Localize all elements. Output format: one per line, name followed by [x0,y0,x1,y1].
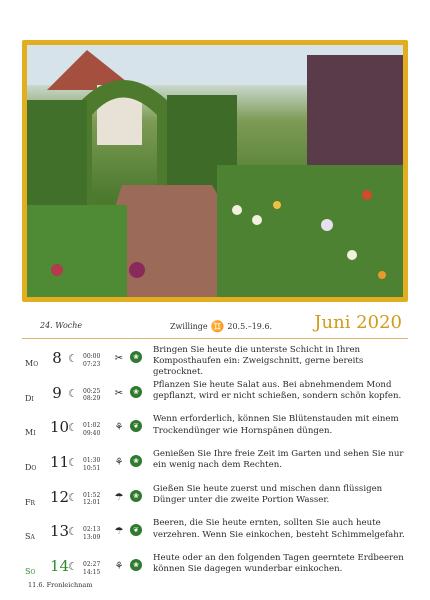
moon-times: 02:27 14:15 [83,561,101,576]
garden-photo [27,45,403,297]
day-row [22,344,408,379]
moon-times: 00:25 08:29 [83,387,101,403]
day-list [22,344,408,587]
gemini-icon: ♊ [210,320,225,333]
waning-moon-icon: ☾ [68,490,78,504]
moon-times: 01:52 12:01 [83,491,101,507]
flower-badge-icon: ❀ [130,455,142,467]
day-number: 9 [52,383,62,402]
waning-moon-icon: ☾ [68,386,78,400]
header-divider [22,338,408,339]
gardening-task-icon: ✂ [114,353,124,364]
moon-times: 01:30 10:51 [83,457,101,472]
weekday-abbr: Sa [25,532,35,542]
weekday-abbr: Fr [25,497,36,507]
flower-badge-icon: ❀ [130,490,142,502]
zodiac-sign-label: Zwillinge [170,322,208,331]
waning-moon-icon: ☾ [68,421,78,435]
waning-moon-icon: ☾ [68,456,78,470]
flower-badge-icon: ❦ [130,524,142,536]
day-tip: Bringen Sie heute die unterste Schicht in Ihren Komposthaufen ein: Zweigschnitt, gerne bereits getrocknet. [153,345,364,378]
flower-badge-icon: ❀ [130,351,142,363]
gardening-task-icon: ☂ [114,526,124,538]
calendar-header [22,312,408,338]
day-tip: Genießen Sie Ihre freie Zeit im Garten und sehen Sie nur ein wenig nach dem Rechten. [153,449,404,471]
day-row [22,448,408,483]
flower-badge-icon: ❀ [130,386,142,398]
day-number: 13 [50,522,70,541]
moon-times: 00:00 07:23 [83,353,101,368]
gardening-task-icon: ⚘ [114,457,124,469]
day-tip: Pflanzen Sie heute Salat aus. Bei abnehmendem Mond gepflanzt, wird er nicht schießen, sondern schön kopfen. [153,379,402,401]
day-number: 10 [50,418,70,437]
day-tip: Gießen Sie heute zuerst und mischen dann flüssigen Dünger unter die zweite Portion Wasser. [153,483,383,505]
zodiac-info [170,320,272,333]
strawberry-badge-icon: ❀ [130,559,142,571]
moon-times: 01:02 09:40 [83,422,101,437]
day-number: 14 [50,557,70,576]
day-row [22,379,408,414]
gardening-task-icon: ⚘ [114,422,124,434]
photo-frame [22,40,408,302]
day-tip: Heute oder an den folgenden Tagen geerntete Erdbeeren können Sie dagegen wunderbar einkochen. [153,553,404,575]
moon-times: 02:13 13:09 [83,526,101,541]
waning-moon-icon: ☾ [68,352,78,365]
weekday-abbr: Di [25,393,34,403]
gardening-task-icon: ⚘ [114,561,124,573]
weekday-abbr: Do [25,463,37,473]
day-row [22,413,408,448]
day-tip: Wenn erforderlich, können Sie Blütenstauden mit einem Trockendünger wie Hornspänen düngen. [153,414,399,436]
weekday-abbr: Mi [25,428,36,438]
flower-badge-icon: ❦ [130,420,142,432]
day-row [22,483,408,518]
day-tip: Beeren, die Sie heute ernten, sollten Sie auch heute verzehren. Wenn Sie einkochen, besteht Schimmelgefahr. [153,518,405,540]
day-number: 12 [50,487,70,506]
weekday-abbr: So [25,567,36,577]
weekday-abbr: Mo [25,359,39,368]
waning-moon-icon: ☾ [68,560,78,574]
garden-illustration [27,45,403,297]
holiday-note: 11.6. Fronleichnam [28,581,93,589]
zodiac-date-range: 20.5.–19.6. [227,322,273,331]
month-title: Juni 2020 [314,312,402,333]
gardening-task-icon: ✂ [114,387,124,399]
day-number: 11 [50,453,70,472]
day-row [22,517,408,552]
week-label: 24. Woche [40,321,83,330]
day-number: 8 [52,349,62,367]
gardening-task-icon: ☂ [114,491,124,503]
waning-moon-icon: ☾ [68,525,78,539]
